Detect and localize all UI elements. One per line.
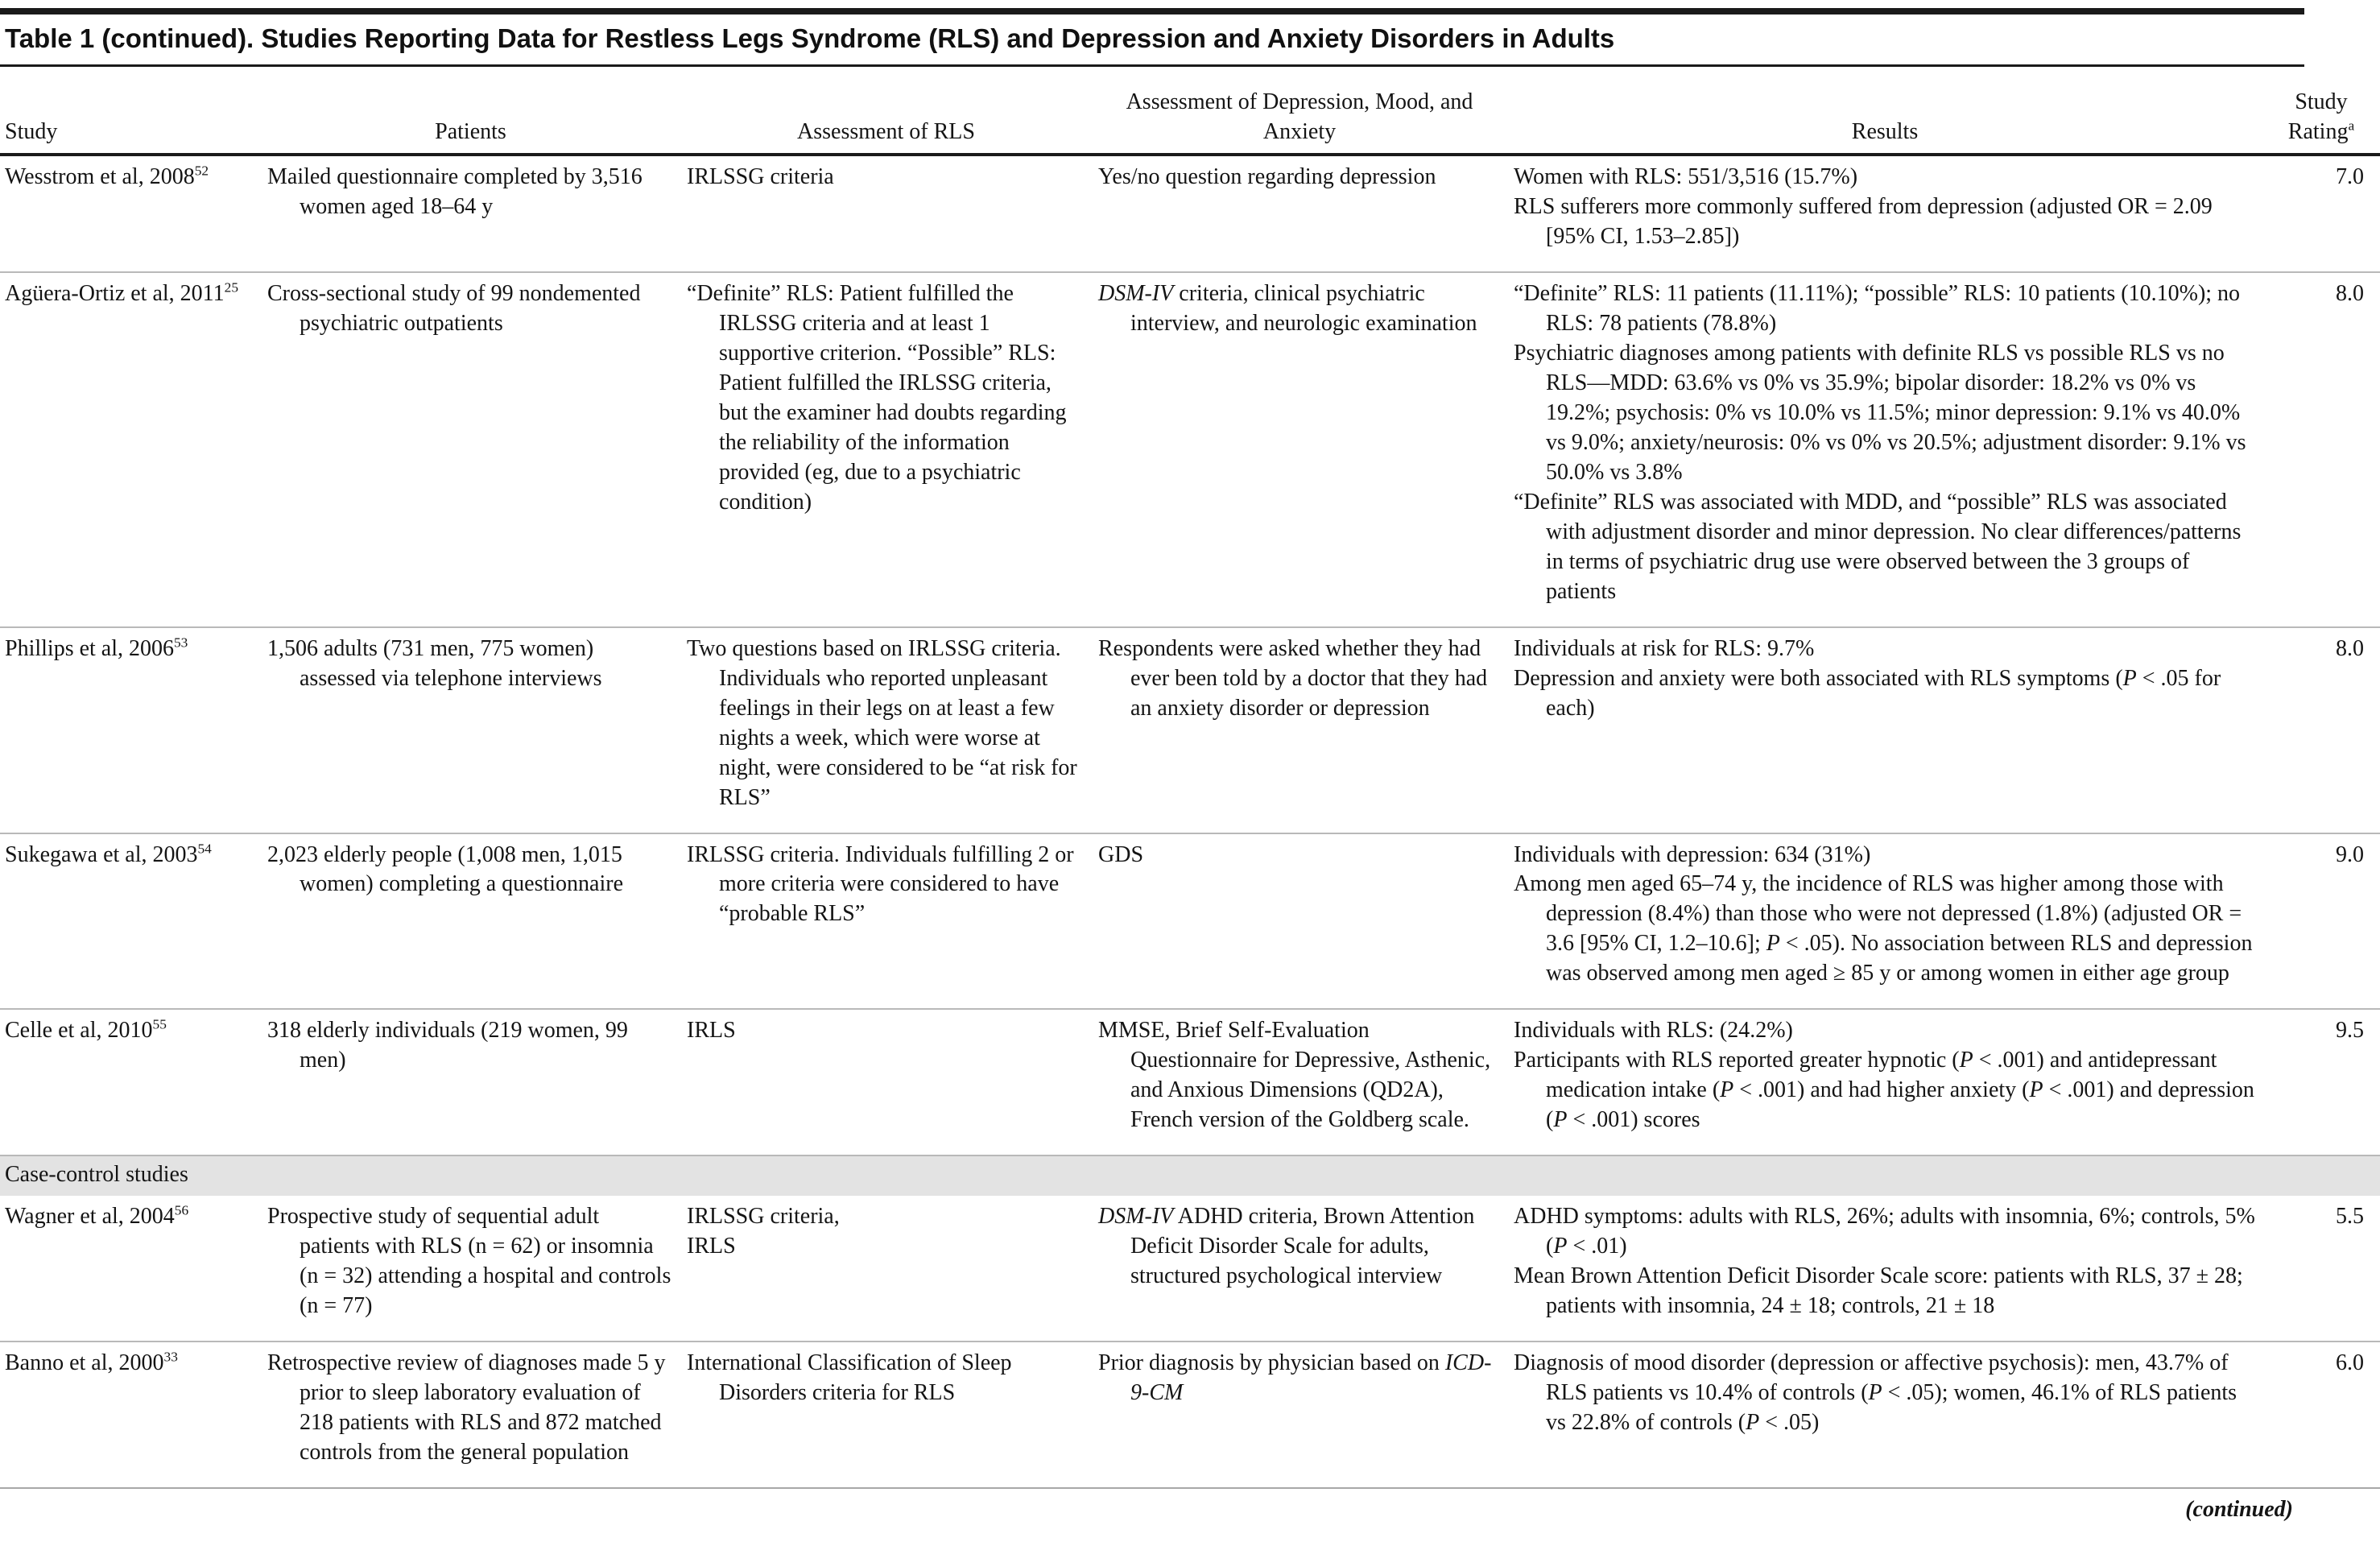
- table-cell-patients: [261, 155, 680, 272]
- table-cell-patients: [261, 272, 680, 626]
- table-cell-patients: [261, 1341, 680, 1488]
- cell-paragraph: 8.0: [2336, 281, 2364, 307]
- cell-paragraph: 6.0: [2336, 1350, 2364, 1375]
- cell-paragraph: Celle et al, 2010$^{55}$: [5, 1016, 167, 1044]
- continued-note: (continued): [2185, 1496, 2293, 1522]
- table-cell-assessment-depression: [1092, 1341, 1507, 1488]
- table-row: [0, 1341, 2380, 1488]
- cell-paragraph: Two questions based on IRLSSG criteria. Individuals who reported unpleasant feelings in their legs on at least a few nights a week, which were worse at night, were considered to be “at risk for RLS”: [687, 635, 1077, 810]
- cell-paragraph: “Definite” RLS was associated with MDD, and “possible” RLS was associated with adjustment disorder and minor depression. No clear differences/patterns in terms of psychiatric drug use were observed between the 3 groups of patients: [1514, 489, 2242, 604]
- table-cell-patients: [261, 1009, 680, 1155]
- column-header-results: Results: [1851, 118, 1919, 144]
- cell-paragraph: Prospective study of sequential adult patients with RLS (n = 62) or insomnia (n = 32) attending a hospital and controls (n = 77): [267, 1204, 671, 1318]
- cell-paragraph: Depression and anxiety were both associated with RLS symptoms (P < .05 for each): [1514, 665, 2221, 721]
- cell-paragraph: Individuals at risk for RLS: 9.7%: [1514, 635, 1815, 661]
- table-cell-study: [0, 155, 261, 272]
- cell-paragraph: Respondents were asked whether they had ever been told by a doctor that they had an anxiety disorder or depression: [1098, 635, 1488, 721]
- column-header-assessment-rls: Assessment of RLS: [797, 118, 975, 144]
- cell-paragraph: IRLSSG criteria,: [687, 1204, 840, 1230]
- cell-paragraph: 9.0: [2336, 841, 2364, 867]
- column-header-patients: Patients: [435, 118, 506, 144]
- cell-paragraph: “Definite” RLS: Patient fulfilled the IRLSSG criteria and at least 1 supportive criterion. “Possible” RLS: Patient fulfilled the IRLSSG criteria, but the examiner had doubts regarding the reliability of the information provided (eg, due to a psychiatric condition): [687, 281, 1067, 515]
- table-row: [0, 627, 2380, 833]
- table-cell-assessment-rls: [680, 272, 1092, 626]
- table-cell-results: [1507, 272, 2262, 626]
- table-cell-study-rating: [2262, 1009, 2380, 1155]
- cell-paragraph: 2,023 elderly people (1,008 men, 1,015 women) completing a questionnaire: [267, 841, 623, 897]
- table-cell-patients: [261, 1196, 680, 1341]
- top-rule: [0, 8, 2304, 14]
- table-cell-study-rating: [2262, 627, 2380, 833]
- cell-paragraph: Banno et al, 2000$^{33}$: [5, 1349, 178, 1375]
- cell-paragraph: Individuals with depression: 634 (31%): [1514, 841, 1871, 867]
- table-cell-assessment-rls: [680, 155, 1092, 272]
- table-cell-assessment-depression: [1092, 1196, 1507, 1341]
- cell-paragraph: DSM-IV criteria, clinical psychiatric interview, and neurologic examination: [1098, 281, 1477, 337]
- cell-paragraph: Retrospective review of diagnoses made 5 y prior to sleep laboratory evaluation of 218 patients with RLS and 872 matched controls from the general population: [267, 1350, 666, 1465]
- cell-paragraph: Women with RLS: 551/3,516 (15.7%): [1514, 164, 1858, 190]
- cell-paragraph: 9.5: [2336, 1018, 2364, 1044]
- document-page: [0, 8, 2364, 1525]
- table-cell-study: [0, 1341, 261, 1488]
- table-title: Table 1 (continued). Studies Reporting Data for Restless Legs Syndrome (RLS) and Depression and Anxiety Disorders in Adults: [5, 23, 1615, 53]
- table-cell-results: [1507, 155, 2262, 272]
- cell-paragraph: 7.0: [2336, 164, 2364, 190]
- cell-paragraph: Sukegawa et al, 2003$^{54}$: [5, 841, 212, 867]
- table-cell-results: [1507, 1009, 2262, 1155]
- table-cell-assessment-depression: [1092, 1009, 1507, 1155]
- section-label: Case-control studies: [0, 1155, 2380, 1196]
- table-head: [0, 67, 2380, 155]
- section-header-row: [0, 1155, 2380, 1196]
- table-cell-study-rating: [2262, 272, 2380, 626]
- table-body: [0, 155, 2380, 1487]
- column-header-assessment-depression: Assessment of Depression, Mood, and Anxiety: [1126, 89, 1473, 144]
- cell-paragraph: GDS: [1098, 841, 1144, 867]
- table-cell-assessment-depression: [1092, 272, 1507, 626]
- table-cell-results: [1507, 833, 2262, 1010]
- cell-paragraph: Yes/no question regarding depression: [1098, 164, 1436, 190]
- column-header-study: Study: [5, 118, 58, 144]
- cell-paragraph: ADHD symptoms: adults with RLS, 26%; adults with insomnia, 6%; controls, 5% (P < .01): [1514, 1204, 2255, 1259]
- cell-paragraph: MMSE, Brief Self-Evaluation Questionnaire for Depressive, Asthenic, and Anxious Dimensions (QD2A), French version of the Goldberg scale.: [1098, 1018, 1491, 1133]
- table-cell-study-rating: [2262, 1341, 2380, 1488]
- table-cell-study: [0, 1196, 261, 1341]
- table-row: [0, 155, 2380, 272]
- cell-paragraph: Prior diagnosis by physician based on ICD-9-CM: [1098, 1350, 1492, 1405]
- table-cell-study-rating: [2262, 1196, 2380, 1341]
- cell-paragraph: Diagnosis of mood disorder (depression or affective psychosis): men, 43.7% of RLS patients vs 10.4% of controls (P < .05); women, 46.1% of RLS patients vs 22.8% of controls (P < .05): [1514, 1350, 2237, 1435]
- cell-paragraph: Cross-sectional study of 99 nondemented psychiatric outpatients: [267, 281, 641, 337]
- cell-paragraph: IRLSSG criteria: [687, 164, 834, 190]
- table-cell-results: [1507, 1341, 2262, 1488]
- table-row: [0, 833, 2380, 1010]
- table-cell-study: [0, 272, 261, 626]
- table-cell-assessment-rls: [680, 1196, 1092, 1341]
- table-cell-assessment-rls: [680, 1341, 1092, 1488]
- table-cell-assessment-depression: [1092, 627, 1507, 833]
- cell-paragraph: 1,506 adults (731 men, 775 women) assessed via telephone interviews: [267, 635, 602, 691]
- table-cell-patients: [261, 627, 680, 833]
- studies-table: [0, 67, 2380, 1489]
- table-cell-study: [0, 833, 261, 1010]
- table-cell-assessment-rls: [680, 1009, 1092, 1155]
- cell-paragraph: Mean Brown Attention Deficit Disorder Scale score: patients with RLS, 37 ± 28; patients with insomnia, 24 ± 18; controls, 21 ± 18: [1514, 1263, 2243, 1318]
- table-header-row: [0, 67, 2380, 155]
- cell-paragraph: Wagner et al, 2004$^{56}$: [5, 1202, 189, 1230]
- cell-paragraph: RLS sufferers more commonly suffered from depression (adjusted OR = 2.09 [95% CI, 1.53–2.85]): [1514, 194, 2213, 250]
- cell-paragraph: Mailed questionnaire completed by 3,516 women aged 18–64 y: [267, 164, 643, 220]
- cell-paragraph: Wesstrom et al, 2008$^{52}$: [5, 163, 209, 190]
- cell-paragraph: International Classification of Sleep Disorders criteria for RLS: [687, 1350, 1012, 1405]
- table-cell-assessment-rls: [680, 627, 1092, 833]
- cell-paragraph: Individuals with RLS: (24.2%): [1514, 1018, 1793, 1044]
- table-cell-study: [0, 627, 261, 833]
- table-cell-assessment-depression: [1092, 833, 1507, 1010]
- cell-paragraph: Phillips et al, 2006$^{53}$: [5, 635, 188, 661]
- table-row: [0, 1196, 2380, 1341]
- table-cell-assessment-rls: [680, 833, 1092, 1010]
- table-cell-assessment-depression: [1092, 155, 1507, 272]
- table-cell-study-rating: [2262, 155, 2380, 272]
- table-cell-study-rating: [2262, 833, 2380, 1010]
- table-cell-study: [0, 1009, 261, 1155]
- cell-paragraph: Psychiatric diagnoses among patients with definite RLS vs possible RLS vs no RLS—MDD: 63.6% vs 0% vs 35.9%; bipolar disorder: 18.2% vs 0% vs 19.2%; psychosis: 0% vs 10.0% vs 11.5%; minor depression: 9.1% vs 40.0% vs 9.0%; anxiety/neurosis: 0% vs 0% vs 20.5%; adjustment disorder: 9.1% vs 50.0% vs 3.8%: [1514, 341, 2246, 486]
- cell-paragraph: 5.5: [2336, 1204, 2364, 1230]
- cell-paragraph: Participants with RLS reported greater hypnotic (P < .001) and antidepressant medication intake (P < .001) and had higher anxiety (P < .001) and depression (P < .001) scores: [1514, 1048, 2254, 1133]
- column-header-study-rating: Study Rating$^a$: [2287, 89, 2355, 144]
- cell-paragraph: DSM-IV ADHD criteria, Brown Attention Deficit Disorder Scale for adults, structured psychological interview: [1098, 1204, 1475, 1288]
- cell-paragraph: Agüera-Ortiz et al, 2011$^{25}$: [5, 279, 238, 307]
- cell-paragraph: IRLS: [687, 1018, 736, 1044]
- table-row: [0, 1009, 2380, 1155]
- table-cell-results: [1507, 1196, 2262, 1341]
- cell-paragraph: Among men aged 65–74 y, the incidence of RLS was higher among those with depression (8.4%) than those who were not depressed (1.8%) (adjusted OR = 3.6 [95% CI, 1.2–10.6]; P < .05). No association between RLS and depression was observed among men aged ≥ 85 y or among women in either age group: [1514, 871, 2253, 986]
- cell-paragraph: IRLSSG criteria. Individuals fulfilling 2 or more criteria were considered to have “probable RLS”: [687, 841, 1074, 927]
- table-row: [0, 272, 2380, 626]
- cell-paragraph: 318 elderly individuals (219 women, 99 men): [267, 1018, 628, 1073]
- table-cell-results: [1507, 627, 2262, 833]
- cell-paragraph: IRLS: [687, 1234, 736, 1259]
- cell-paragraph: “Definite” RLS: 11 patients (11.11%); “possible” RLS: 10 patients (10.10%); no RLS: 78 patients (78.8%): [1514, 281, 2241, 337]
- table-cell-patients: [261, 833, 680, 1010]
- cell-paragraph: 8.0: [2336, 635, 2364, 661]
